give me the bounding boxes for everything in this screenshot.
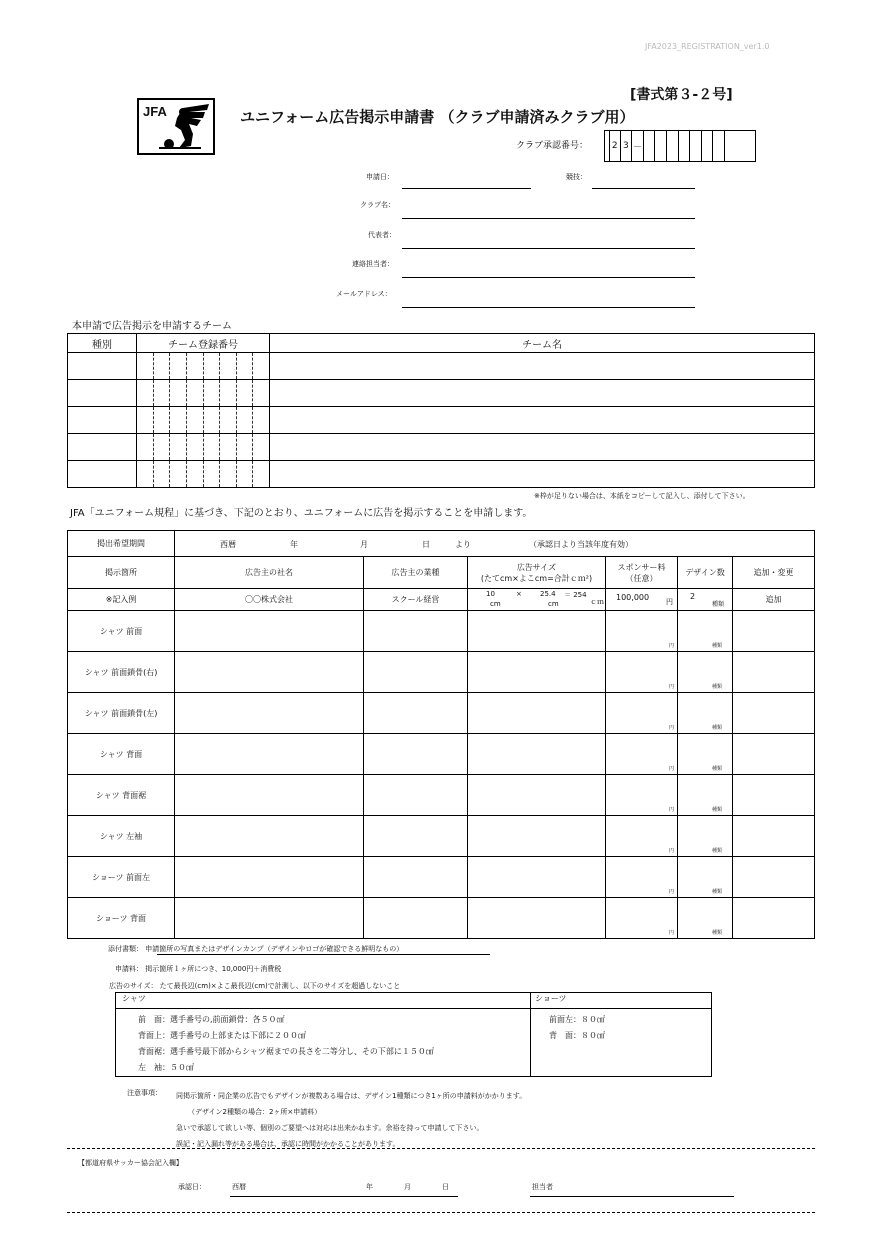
ad-place-label: シャツ 背面裾 [68, 775, 175, 816]
ad-designs-cell[interactable] [678, 693, 733, 734]
team-number-cell[interactable] [137, 353, 270, 380]
ad-industry-cell[interactable] [364, 693, 468, 734]
team-name-cell[interactable] [270, 380, 815, 407]
col-type: 種別 [68, 334, 137, 353]
ad-size-cell[interactable] [468, 611, 606, 652]
team-type-cell[interactable] [68, 353, 137, 380]
team-name-cell[interactable] [270, 434, 815, 461]
period-label: 掲出希望期間 [68, 531, 175, 557]
ad-company-cell[interactable] [175, 611, 364, 652]
ad-fee-cell[interactable] [606, 652, 678, 693]
ad-size-cell[interactable] [468, 898, 606, 939]
ad-table [67, 530, 815, 939]
ad-change-cell[interactable] [733, 775, 815, 816]
ad-row [68, 816, 815, 857]
ad-change-cell[interactable] [733, 816, 815, 857]
col-change: 追加・変更 [733, 557, 815, 589]
ad-fee-cell[interactable] [606, 857, 678, 898]
approval-digit-box[interactable]: 3 [621, 131, 633, 161]
design-unit: 種類 [712, 807, 723, 813]
shorts-header: ショーツ [531, 993, 712, 1009]
page-title: ユニフォーム広告掲示申請書 （クラブ申請済みクラブ用） [240, 108, 635, 126]
yen-unit: 円 [668, 889, 674, 895]
ad-size-cell[interactable] [468, 652, 606, 693]
teams-heading: 本申請で広告掲示を申請するチーム [72, 321, 232, 332]
design-unit: 種類 [712, 766, 723, 772]
size-table [115, 992, 712, 1077]
divider-bottom [67, 1212, 815, 1213]
ad-row [68, 693, 815, 734]
ad-row [68, 775, 815, 816]
date-field[interactable] [402, 188, 531, 189]
ad-company-cell[interactable] [175, 734, 364, 775]
ad-row [68, 898, 815, 939]
ad-company-cell[interactable] [175, 857, 364, 898]
ad-designs-cell[interactable] [678, 898, 733, 939]
shirt-size-rules: 前 面：選手番号の,前面鎖骨：各５０㎠ 背面上：選手番号の上部または下部に２００㎠ 背面裾：選手番号最下部からシャツ裾までの長さを二等分し、その下部に１５０㎠ 左 袖：５０㎠ [116, 1009, 531, 1077]
attach-note: 添付書類： 申請箇所の写真またはデザインカンプ（デザインやロゴが確認できる鮮明なもの） [108, 945, 404, 953]
approval-digit-box[interactable] [644, 131, 656, 161]
design-unit: 種類 [712, 684, 723, 690]
ad-change-cell[interactable] [733, 734, 815, 775]
col-place: 掲示箇所 [68, 557, 175, 589]
yen-unit: 円 [668, 848, 674, 854]
ad-row [68, 611, 815, 652]
team-name-cell[interactable] [270, 353, 815, 380]
team-row [68, 353, 815, 380]
col-designs: デザイン数 [678, 557, 733, 589]
email-label: メールアドレス： [336, 290, 392, 298]
ad-fee-cell[interactable] [606, 611, 678, 652]
team-type-cell[interactable] [68, 380, 137, 407]
ad-company-cell[interactable] [175, 775, 364, 816]
team-row [68, 407, 815, 434]
team-row [68, 461, 815, 488]
col-size: 広告サイズ (たてcm×よこcm=合計ｃｍ²) [468, 557, 606, 589]
team-number-cell[interactable] [137, 407, 270, 434]
ad-place-label: ショーツ 前面左 [68, 857, 175, 898]
ad-place-label: シャツ 左袖 [68, 816, 175, 857]
date-label: 申請日： [366, 173, 394, 181]
ad-industry-cell[interactable] [364, 652, 468, 693]
ad-size-cell[interactable] [468, 816, 606, 857]
ad-designs-cell[interactable] [678, 857, 733, 898]
team-number-cell[interactable] [137, 380, 270, 407]
shirt-header: シャツ [116, 993, 531, 1009]
ad-place-label: ショーツ 背面 [68, 898, 175, 939]
club-label: クラブ名： [360, 201, 395, 209]
shorts-size-rules: 前面左：８０㎠ 背 面：８０㎠ [531, 1009, 712, 1077]
period-field[interactable]: 西暦 年 月 日 より （承認日より当該年度有効） [175, 531, 815, 557]
ad-size-cell[interactable] [468, 693, 606, 734]
ad-place-label: シャツ 背面 [68, 734, 175, 775]
attach-underline [157, 954, 490, 955]
col-team-number: チーム登録番号 [137, 334, 270, 353]
jfa-logo [137, 98, 215, 155]
ad-size-cell[interactable] [468, 857, 606, 898]
ad-row [68, 652, 815, 693]
example-row: ※記入例 〇〇株式会社 スクール経営 10 × 25.4 ＝ 254 cm cm ｃｍ 100,000 円 2 種類 追加 [68, 589, 815, 611]
teams-note: ※枠が足りない場合は、本紙をコピーして記入し、添付して下さい。 [534, 492, 750, 500]
ad-industry-cell[interactable] [364, 611, 468, 652]
approval-digit-box[interactable]: 2 [609, 131, 621, 161]
approval-label: クラブ承認番号： [516, 141, 589, 151]
divider-top [67, 1148, 815, 1149]
ad-fee-cell[interactable] [606, 693, 678, 734]
ad-designs-cell[interactable] [678, 816, 733, 857]
ad-fee-cell[interactable] [606, 898, 678, 939]
team-number-cell[interactable] [137, 461, 270, 488]
ad-industry-cell[interactable] [364, 857, 468, 898]
ad-row [68, 734, 815, 775]
ad-company-cell[interactable] [175, 652, 364, 693]
col-fee: スポンサー料 （任意） [606, 557, 678, 589]
officer-label: 担当者 [532, 1183, 553, 1191]
ad-designs-cell[interactable] [678, 734, 733, 775]
cautions-label: 注意事項： [127, 1089, 162, 1097]
approval-digit-box[interactable] [679, 131, 691, 161]
approval-digit-box[interactable] [655, 131, 667, 161]
size-note: 広告のサイズ： たて最長辺(cm)×よこ最長辺(cm)で計測し、以下のサイズを超過しないこと [109, 982, 401, 990]
approval-date-field[interactable] [230, 1196, 458, 1197]
club-field[interactable] [402, 218, 695, 219]
yen-unit: 円 [668, 725, 674, 731]
team-number-cell[interactable] [137, 434, 270, 461]
application-statement: JFA「ユニフォーム規程」に基づき、下記のとおり、ユニフォームに広告を掲示することを申請します。 [70, 508, 533, 519]
ad-fee-cell[interactable] [606, 816, 678, 857]
contact-label: 連絡担当者： [352, 260, 394, 268]
team-row [68, 380, 815, 407]
team-name-cell[interactable] [270, 407, 815, 434]
ad-place-label: シャツ 前面鎖骨(左) [68, 693, 175, 734]
design-unit: 種類 [712, 889, 723, 895]
yen-unit: 円 [668, 684, 674, 690]
version-code: JFA2023_REGISTRATION_ver1.0 [645, 42, 770, 51]
ad-industry-cell[interactable] [364, 734, 468, 775]
form-number: [書式第３-２号] [630, 87, 733, 103]
ad-size-cell[interactable] [468, 775, 606, 816]
ad-change-cell[interactable] [733, 652, 815, 693]
design-unit: 種類 [712, 643, 723, 649]
category-label: 競技： [566, 173, 587, 181]
ad-company-cell[interactable] [175, 898, 364, 939]
ad-place-label: シャツ 前面鎖骨(右) [68, 652, 175, 693]
association-heading: 【都道府県サッカー協会記入欄】 [78, 1159, 183, 1167]
fee-note: 申請料： 掲示箇所１ヶ所につき、10,000円＋消費税 [115, 965, 282, 973]
ad-company-cell[interactable] [175, 816, 364, 857]
ad-designs-cell[interactable] [678, 611, 733, 652]
approval-digit-box[interactable] [667, 131, 679, 161]
ad-company-cell[interactable] [175, 693, 364, 734]
ad-place-label: シャツ 前面 [68, 611, 175, 652]
approval-date-label: 承認日： [178, 1183, 206, 1191]
yen-unit: 円 [668, 643, 674, 649]
approval-number-boxes[interactable] [604, 130, 756, 162]
team-row [68, 434, 815, 461]
yen-unit: 円 [668, 807, 674, 813]
approval-digit-box[interactable]: － [632, 131, 644, 161]
col-industry: 広告主の業種 [364, 557, 468, 589]
teams-table [67, 333, 815, 488]
rep-label: 代表者： [368, 231, 396, 239]
ad-change-cell[interactable] [733, 693, 815, 734]
rep-field[interactable] [402, 248, 695, 249]
ad-change-cell[interactable] [733, 898, 815, 939]
ad-industry-cell[interactable] [364, 775, 468, 816]
approval-digit-box[interactable] [702, 131, 714, 161]
ad-industry-cell[interactable] [364, 816, 468, 857]
yen-unit: 円 [668, 766, 674, 772]
cautions-lines: 同掲示箇所・同企業の広告でもデザインが複数ある場合は、デザイン1種類につき1ヶ所の申請料がかかります。 （デザイン2種類の場合：2ヶ所×申請料） 急いで承認して欲しい等、個別のご要望へは対応は出来かねます。余裕を持って申請して下さい。 誤記・記入漏れ等がある場合は、承認に時間がかかることがあります。 [176, 1092, 527, 1148]
design-unit: 種類 [712, 930, 723, 936]
category-field[interactable] [592, 188, 695, 189]
team-type-cell[interactable] [68, 434, 137, 461]
design-unit: 種類 [712, 848, 723, 854]
contact-field[interactable] [402, 277, 695, 278]
ad-change-cell[interactable] [733, 857, 815, 898]
approval-digit-box[interactable] [690, 131, 702, 161]
ad-fee-cell[interactable] [606, 775, 678, 816]
design-unit: 種類 [712, 725, 723, 731]
ad-designs-cell[interactable] [678, 652, 733, 693]
team-type-cell[interactable] [68, 407, 137, 434]
col-team-name: チーム名 [270, 334, 815, 353]
ad-industry-cell[interactable] [364, 898, 468, 939]
ad-designs-cell[interactable] [678, 775, 733, 816]
logo-text: JFA [143, 104, 167, 119]
approval-digit-box[interactable] [713, 131, 725, 161]
yen-unit: 円 [668, 930, 674, 936]
col-company: 広告主の社名 [175, 557, 364, 589]
ad-row [68, 857, 815, 898]
team-name-cell[interactable] [270, 461, 815, 488]
ad-size-cell[interactable] [468, 734, 606, 775]
email-field[interactable] [402, 307, 695, 308]
ad-fee-cell[interactable] [606, 734, 678, 775]
team-type-cell[interactable] [68, 461, 137, 488]
officer-field[interactable] [530, 1196, 734, 1197]
ad-change-cell[interactable] [733, 611, 815, 652]
